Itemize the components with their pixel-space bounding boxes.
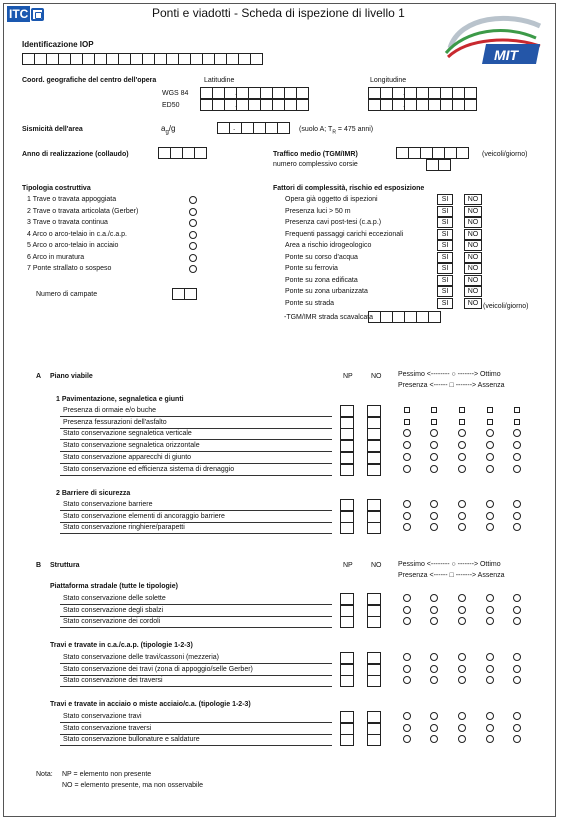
road-traffic-unit: (veicoli/giorno) <box>483 303 529 310</box>
notes-label: Nota: <box>36 771 53 778</box>
rating-radio[interactable] <box>403 712 411 720</box>
factor-item: Ponte su zona edificata <box>285 276 358 284</box>
no-checkbox[interactable] <box>367 616 381 628</box>
rating-radio[interactable] <box>513 724 521 732</box>
np-checkbox[interactable] <box>340 417 354 429</box>
rating-radio[interactable] <box>403 465 411 473</box>
factor-item: Frequenti passaggi carichi eccezionali <box>285 230 404 238</box>
rating-radio[interactable] <box>486 653 494 661</box>
factor-item: Area a rischio idrogeologico <box>285 242 372 249</box>
tgm-input[interactable] <box>368 311 440 323</box>
rating-radio[interactable] <box>430 594 438 602</box>
rating-square[interactable] <box>404 419 410 425</box>
no-checkbox[interactable] <box>367 511 381 523</box>
year-label: Anno di realizzazione (collaudo) <box>22 151 129 158</box>
np-checkbox[interactable] <box>340 616 354 628</box>
iop-input[interactable] <box>22 53 262 65</box>
rating-radio[interactable] <box>430 712 438 720</box>
no-checkbox[interactable] <box>367 522 381 534</box>
np-checkbox[interactable] <box>340 452 354 464</box>
seismic-note: (suolo A; $T_R = 475$ anni) <box>299 126 374 136</box>
rating-radio[interactable] <box>513 665 521 673</box>
rating-radio[interactable] <box>458 606 466 614</box>
seismic-symbol: $a_g/g$ <box>161 124 176 136</box>
factor-no-box[interactable]: NO <box>464 275 482 286</box>
assessment-row-label: Stato conservazione apparecchi di giunto <box>63 453 192 461</box>
rating-radio[interactable] <box>430 653 438 661</box>
factor-yes-box[interactable]: SI <box>437 298 453 309</box>
rating-radio[interactable] <box>486 500 494 508</box>
typology-radio[interactable] <box>189 231 197 239</box>
rating-radio[interactable] <box>513 653 521 661</box>
np-checkbox[interactable] <box>340 605 354 617</box>
no-checkbox[interactable] <box>367 593 381 605</box>
rating-radio[interactable] <box>513 453 521 461</box>
typology-radio[interactable] <box>189 242 197 250</box>
rating-radio[interactable] <box>513 712 521 720</box>
assessment-row-label: Stato conservazione delle solette <box>63 595 166 602</box>
section-b-title: Struttura <box>50 562 80 569</box>
traffic-input[interactable] <box>396 147 468 159</box>
rating-radio[interactable] <box>458 653 466 661</box>
section-a-group1-title: 1 Pavimentazione, segnaletica e giunti <box>56 396 184 403</box>
factor-no-box[interactable]: NO <box>464 229 482 240</box>
factor-no-box[interactable]: NO <box>464 217 482 228</box>
factor-no-box[interactable]: NO <box>464 206 482 217</box>
scale-line1-a: Pessimo <-------- ○ -------> Ottimo <box>398 371 501 378</box>
assessment-row-label: Stato conservazione degli sbalzi <box>63 606 164 614</box>
scale-line2-a: Presenza <------ □ -------> Assenza <box>398 382 505 389</box>
no-checkbox[interactable] <box>367 452 381 464</box>
section-b-group2-title: Travi e travate in c.a./c.a.p. (tipologie 1-2-3) <box>50 642 193 649</box>
rating-radio[interactable] <box>486 465 494 473</box>
rating-radio[interactable] <box>403 512 411 520</box>
factor-yes-box[interactable]: SI <box>437 275 453 286</box>
year-input[interactable] <box>158 147 206 159</box>
rating-square[interactable] <box>459 407 465 413</box>
factor-yes-box[interactable]: SI <box>437 286 453 297</box>
assessment-row-label: Stato conservazione delle travi/cassoni (mezzeria) <box>63 654 220 661</box>
rating-radio[interactable] <box>430 453 438 461</box>
rating-square[interactable] <box>487 407 493 413</box>
rating-radio[interactable] <box>486 606 494 614</box>
ed50-label: ED50 <box>162 102 180 109</box>
typology-radio[interactable] <box>189 265 197 273</box>
factor-item: Presenza cavi post-tesi (c.a.p.) <box>285 219 382 226</box>
rating-square[interactable] <box>514 407 520 413</box>
factors-title: Fattori di complessità, rischio ed esposizione <box>273 185 425 192</box>
typology-radio[interactable] <box>189 196 197 204</box>
section-a-group2-title: 2 Barriere di sicurezza <box>56 490 131 497</box>
row-rule <box>60 745 332 746</box>
longitude-label: Longitudine <box>370 77 407 84</box>
no-checkbox[interactable] <box>367 652 381 664</box>
factor-yes-box[interactable]: SI <box>437 252 453 263</box>
iop-label: Identificazione IOP <box>22 40 94 49</box>
assessment-row-label: Stato conservazione elementi di ancoraggio barriere <box>63 512 225 520</box>
rating-radio[interactable] <box>458 465 466 473</box>
factor-no-box[interactable]: NO <box>464 298 482 309</box>
assessment-row-label: Stato conservazione segnaletica verticale <box>63 430 192 438</box>
np-checkbox[interactable] <box>340 440 354 452</box>
rating-square[interactable] <box>487 419 493 425</box>
no-checkbox[interactable] <box>367 723 381 735</box>
np-checkbox[interactable] <box>340 428 354 440</box>
rating-radio[interactable] <box>486 712 494 720</box>
typology-item: 7 Ponte strallato o sospeso <box>27 265 112 272</box>
rating-radio[interactable] <box>403 453 411 461</box>
row-rule <box>60 627 332 628</box>
np-checkbox[interactable] <box>340 652 354 664</box>
assessment-row-label: Presenza fessurazioni dell'asfalto <box>63 418 167 426</box>
rating-radio[interactable] <box>430 606 438 614</box>
traffic-unit: (veicoli/giorno) <box>482 151 528 158</box>
rating-radio[interactable] <box>458 500 466 508</box>
np-checkbox[interactable] <box>340 511 354 523</box>
typology-radio[interactable] <box>189 208 197 216</box>
rating-square[interactable] <box>404 407 410 413</box>
no-checkbox[interactable] <box>367 428 381 440</box>
ed50-longitude-input[interactable] <box>368 99 476 111</box>
no-checkbox[interactable] <box>367 675 381 687</box>
itc-logo: ITC <box>7 6 44 22</box>
factor-no-box[interactable]: NO <box>464 252 482 263</box>
rating-radio[interactable] <box>403 724 411 732</box>
rating-radio[interactable] <box>486 594 494 602</box>
mit-logo: MIT <box>440 8 550 66</box>
no-checkbox[interactable] <box>367 417 381 429</box>
np-checkbox[interactable] <box>340 734 354 746</box>
rating-radio[interactable] <box>430 512 438 520</box>
typology-radio[interactable] <box>189 254 197 262</box>
rating-radio[interactable] <box>513 606 521 614</box>
lanes-label: numero complessivo corsie <box>273 161 358 168</box>
rating-radio[interactable] <box>430 500 438 508</box>
factor-item: Presenza luci > 50 m <box>285 207 351 215</box>
no-checkbox[interactable] <box>367 405 381 417</box>
no-checkbox[interactable] <box>367 499 381 511</box>
factor-item: Ponte su strada <box>285 299 335 307</box>
typology-item: 2 Trave o travata articolata (Gerber) <box>27 207 139 215</box>
itc-logo-mark <box>31 8 44 21</box>
assessment-row-label: Stato conservazione segnaletica orizzontale <box>63 442 200 450</box>
no-header-a: NO <box>371 373 382 380</box>
assessment-row-label: Stato conservazione travi <box>63 713 142 720</box>
assessment-row-label: Presenza di ormaie e/o buche <box>63 407 156 414</box>
wgs84-latitude-input[interactable] <box>200 87 308 99</box>
rating-square[interactable] <box>431 407 437 413</box>
rating-radio[interactable] <box>513 500 521 508</box>
typology-title: Tipologia costruttiva <box>22 185 91 192</box>
typology-item: 1 Trave o travata appoggiata <box>27 196 117 203</box>
typology-radio[interactable] <box>189 219 197 227</box>
factor-item: Ponte su corso d'acqua <box>285 253 358 261</box>
rating-radio[interactable] <box>458 512 466 520</box>
factor-no-box[interactable]: NO <box>464 240 482 251</box>
rating-radio[interactable] <box>430 465 438 473</box>
ed50-latitude-input[interactable] <box>200 99 308 111</box>
factor-no-box[interactable]: NO <box>464 194 482 205</box>
np-checkbox[interactable] <box>340 464 354 476</box>
no-checkbox[interactable] <box>367 440 381 452</box>
lanes-input[interactable] <box>426 159 450 171</box>
factor-yes-box[interactable]: SI <box>437 217 453 228</box>
rating-radio[interactable] <box>458 724 466 732</box>
rating-radio[interactable] <box>513 512 521 520</box>
rating-radio[interactable] <box>430 724 438 732</box>
np-checkbox[interactable] <box>340 499 354 511</box>
row-rule <box>60 686 332 687</box>
np-checkbox[interactable] <box>340 593 354 605</box>
section-a-title: Piano viabile <box>50 373 93 380</box>
np-checkbox[interactable] <box>340 664 354 676</box>
rating-square[interactable] <box>431 419 437 425</box>
factor-no-box[interactable]: NO <box>464 286 482 297</box>
rating-radio[interactable] <box>486 453 494 461</box>
section-b-group3-title: Travi e travate in acciaio o miste acciaio/c.a. (tipologie 1-2-3) <box>50 701 251 708</box>
scale-line2-b: Presenza <------ □ -------> Assenza <box>398 572 505 579</box>
np-checkbox[interactable] <box>340 723 354 735</box>
wgs84-longitude-input[interactable] <box>368 87 476 99</box>
section-a-letter: A <box>36 373 42 380</box>
factor-yes-box[interactable]: SI <box>437 206 453 217</box>
tgm-label: -TGM/IMR strada scavalcata <box>284 314 374 321</box>
scale-line1-b: Pessimo <-------- ○ -------> Ottimo <box>398 561 501 568</box>
assessment-row-label: Stato conservazione bullonature e saldature <box>63 736 200 744</box>
no-checkbox[interactable] <box>367 605 381 617</box>
rating-radio[interactable] <box>430 665 438 673</box>
rating-radio[interactable] <box>403 606 411 614</box>
seismic-label: Sismicità dell'area <box>22 126 83 133</box>
factor-yes-box[interactable]: SI <box>437 194 453 205</box>
rating-radio[interactable] <box>458 453 466 461</box>
spans-label: Numero di campate <box>36 291 98 298</box>
rating-radio[interactable] <box>458 594 466 602</box>
np-checkbox[interactable] <box>340 675 354 687</box>
wgs84-label: WGS 84 <box>162 90 189 97</box>
row-rule <box>60 533 332 534</box>
typology-item: 5 Arco o arco-telaio in acciaio <box>27 242 119 249</box>
rating-radio[interactable] <box>486 724 494 732</box>
rating-radio[interactable] <box>403 500 411 508</box>
rating-radio[interactable] <box>458 665 466 673</box>
no-checkbox[interactable] <box>367 734 381 746</box>
rating-square[interactable] <box>459 419 465 425</box>
factor-item: Ponte su ferrovia <box>285 265 338 272</box>
typology-item: 3 Trave o travata continua <box>27 219 108 226</box>
rating-radio[interactable] <box>403 594 411 602</box>
rating-radio[interactable] <box>403 653 411 661</box>
assessment-row-label: Stato conservazione dei travi (zona di appoggio/selle Gerber) <box>63 665 253 673</box>
np-checkbox[interactable] <box>340 522 354 534</box>
factor-item: Opera già oggetto di ispezioni <box>285 196 378 203</box>
assessment-row-label: Stato conservazione ed efficienza sistema di drenaggio <box>63 465 235 473</box>
rating-radio[interactable] <box>486 512 494 520</box>
factor-item: Ponte su zona urbanizzata <box>285 288 368 295</box>
factor-yes-box[interactable]: SI <box>437 229 453 240</box>
seismic-input[interactable] <box>217 122 289 134</box>
row-rule <box>60 475 332 476</box>
factor-yes-box[interactable]: SI <box>437 263 453 274</box>
rating-square[interactable] <box>514 419 520 425</box>
no-checkbox[interactable] <box>367 711 381 723</box>
no-checkbox[interactable] <box>367 464 381 476</box>
form-title: Ponti e viadotti - Scheda di ispezione di livello 1 <box>152 6 405 20</box>
rating-radio[interactable] <box>458 712 466 720</box>
assessment-row-label: Stato conservazione dei traversi <box>63 677 163 685</box>
section-b-letter: B <box>36 562 42 569</box>
rating-radio[interactable] <box>513 594 521 602</box>
assessment-row-label: Stato conservazione barriere <box>63 501 153 508</box>
no-checkbox[interactable] <box>367 664 381 676</box>
assessment-row-label: Stato conservazione traversi <box>63 724 152 732</box>
typology-item: 6 Arco in muratura <box>27 253 85 261</box>
rating-radio[interactable] <box>513 465 521 473</box>
factor-no-box[interactable]: NO <box>464 263 482 274</box>
rating-radio[interactable] <box>486 665 494 673</box>
note-np: NP = elemento non presente <box>62 771 152 778</box>
np-header-b: NP <box>343 562 353 569</box>
typology-item: 4 Arco o arco-telaio in c.a./c.a.p. <box>27 230 127 238</box>
coords-label: Coord. geografiche del centro dell'opera <box>22 77 157 84</box>
rating-radio[interactable] <box>403 665 411 673</box>
assessment-row-label: Stato conservazione ringhiere/parapetti <box>63 524 185 532</box>
spans-input[interactable] <box>172 288 196 300</box>
traffic-label: Traffico medio (TGM/IMR) <box>273 151 358 158</box>
np-checkbox[interactable] <box>340 711 354 723</box>
np-header-a: NP <box>343 373 353 380</box>
note-no: NO = elemento presente, ma non osservabile <box>62 782 204 789</box>
section-b-group1-title: Piattaforma stradale (tutte le tipologie) <box>50 583 178 590</box>
latitude-label: Latitudine <box>204 77 235 84</box>
np-checkbox[interactable] <box>340 405 354 417</box>
assessment-row-label: Stato conservazione dei cordoli <box>63 618 161 626</box>
factor-yes-box[interactable]: SI <box>437 240 453 251</box>
no-header-b: NO <box>371 562 382 569</box>
